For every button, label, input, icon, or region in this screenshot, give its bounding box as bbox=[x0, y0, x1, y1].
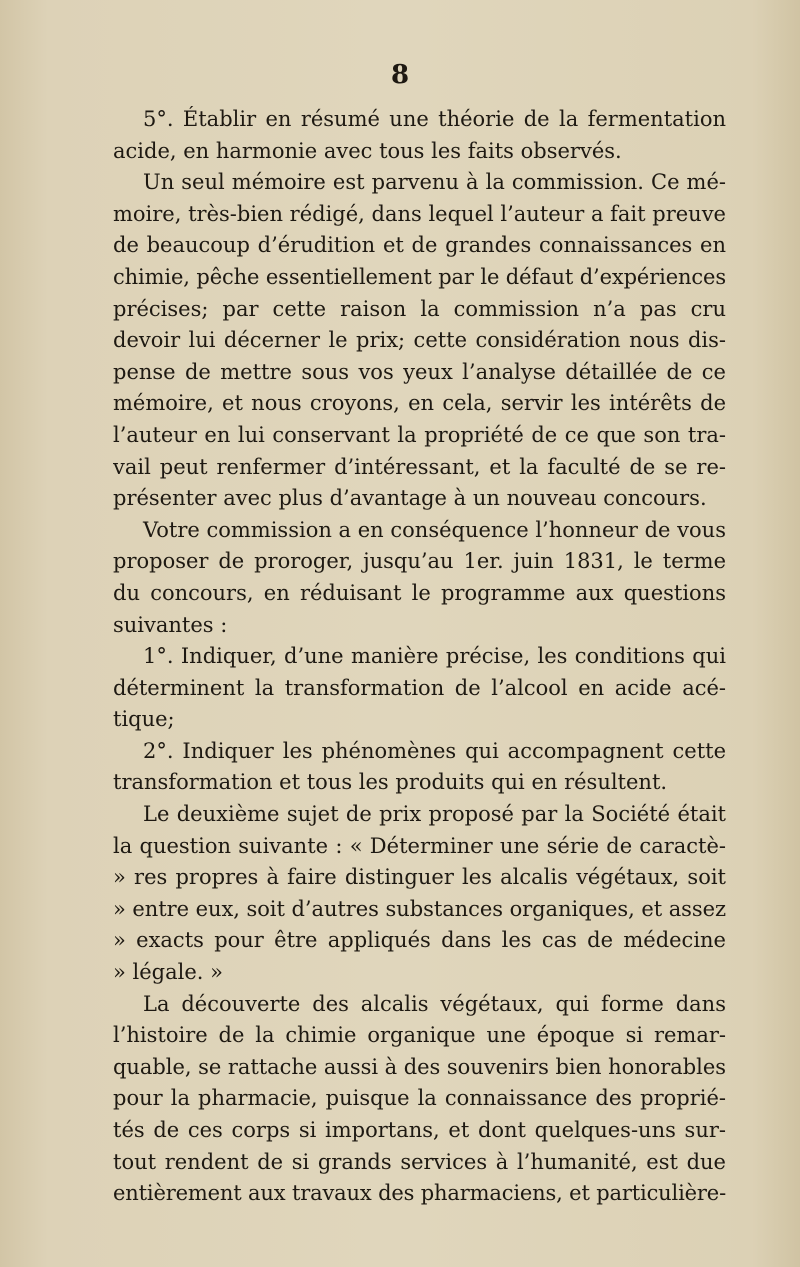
text-line: La découverte des alcalis végétaux, qui forme dans bbox=[143, 991, 726, 1016]
text-line: la question suivante : « Déterminer une série de caractè- bbox=[113, 833, 726, 858]
text-line: tique; bbox=[113, 707, 175, 732]
text-line: acide, en harmonie avec tous les faits observés. bbox=[113, 138, 622, 163]
text-line: transformation et tous les produits qui en résultent. bbox=[113, 770, 668, 795]
text-line: suivantes : bbox=[113, 612, 228, 637]
text-line: l’histoire de la chimie organique une époque si remar- bbox=[113, 1023, 726, 1048]
text-line: Votre commission a en conséquence l’honneur de vous bbox=[143, 517, 726, 542]
text-line: Le deuxième sujet de prix proposé par la Société était bbox=[143, 802, 726, 827]
text-line: proposer de proroger, jusqu’au 1er. juin 1831, le terme bbox=[113, 549, 726, 574]
text-line: » exacts pour être appliqués dans les cas de médecine bbox=[113, 928, 726, 953]
page-number: 8 bbox=[390, 60, 410, 90]
text-line: l’auteur en lui conservant la propriété de ce que son tra- bbox=[113, 422, 726, 447]
text-line: moire, très-bien rédigé, dans lequel l’auteur a fait preuve bbox=[113, 201, 726, 226]
text-line: tés de ces corps si importans, et dont quelques-uns sur- bbox=[113, 1118, 726, 1142]
text-line: » légale. » bbox=[113, 960, 223, 985]
text-line: présenter avec plus d’avantage à un nouveau concours. bbox=[113, 486, 707, 511]
text-line: 1°. Indiquer, d’une manière précise, les conditions qui bbox=[143, 644, 726, 669]
text-line: tout rendent de si grands services à l’humanité, est due bbox=[113, 1149, 726, 1174]
text-line: précises; par cette raison la commission n’a pas cru bbox=[113, 296, 726, 321]
text-line: quable, se rattache aussi à des souvenirs bien honorables bbox=[113, 1054, 726, 1079]
text-line: 2°. Indiquer les phénomènes qui accompagnent cette bbox=[143, 738, 726, 763]
text-line: déterminent la transformation de l’alcool en acide acé- bbox=[113, 675, 726, 700]
text-line: pense de mettre sous vos yeux l’analyse détaillée de ce bbox=[113, 359, 726, 384]
text-line: pour la pharmacie, puisque la connaissance des proprié- bbox=[113, 1086, 726, 1111]
text-line: Un seul mémoire est parvenu à la commission. Ce mé- bbox=[143, 170, 726, 195]
text-line: 5°. Établir en résumé une théorie de la fermentation bbox=[143, 107, 726, 131]
text-line: devoir lui décerner le prix; cette considération nous dis- bbox=[113, 328, 726, 353]
text-line: chimie, pêche essentiellement par le défaut d’expériences bbox=[113, 264, 726, 289]
text-line: de beaucoup d’érudition et de grandes connaissances en bbox=[113, 233, 726, 258]
text-line: » res propres à faire distinguer les alcalis végétaux, soit bbox=[113, 865, 726, 890]
text-line: entièrement aux travaux des pharmaciens, et particulière- bbox=[113, 1181, 726, 1206]
text-line: » entre eux, soit d’autres substances organiques, et assez bbox=[113, 896, 726, 921]
body-text bbox=[113, 104, 726, 1210]
text-line: mémoire, et nous croyons, en cela, servir les intérêts de bbox=[113, 391, 726, 416]
text-line: vail peut renfermer d’intéressant, et la faculté de se re- bbox=[113, 454, 726, 479]
text-line: du concours, en réduisant le programme aux questions bbox=[113, 580, 726, 605]
